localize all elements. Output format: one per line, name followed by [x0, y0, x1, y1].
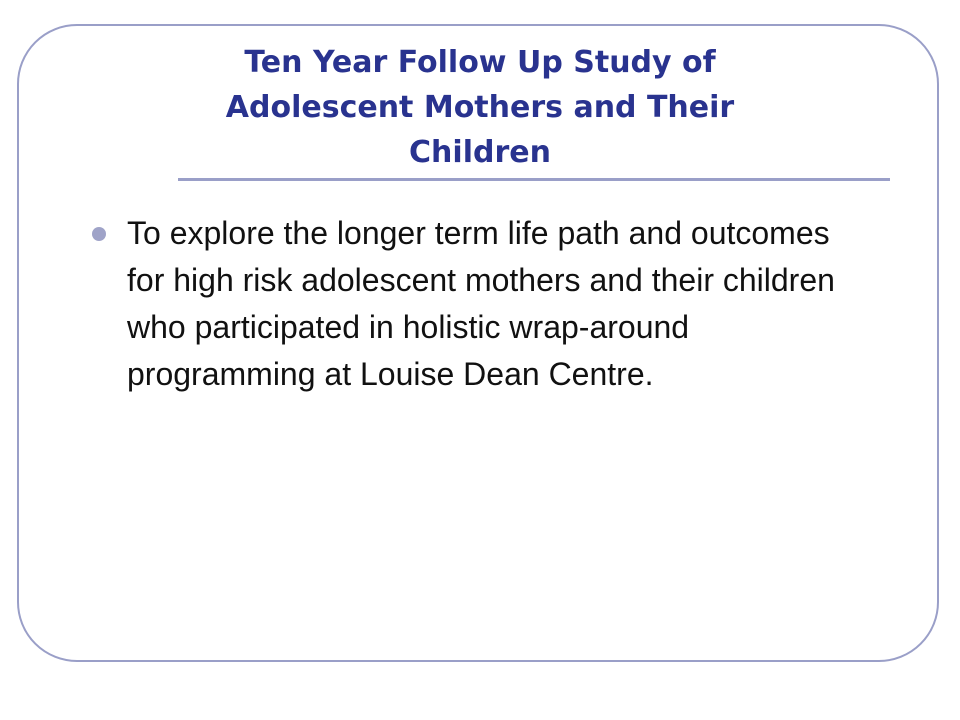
bullet-list: [92, 210, 872, 398]
slide-title: Ten Year Follow Up Study of Adolescent Mothers and Their Children: [225, 45, 735, 170]
bullet-item: [92, 210, 872, 398]
bullet-text: To explore the longer term life path and outcomes for high risk adolescent mothers and their children who participated in holistic wrap-around programming at Louise Dean Centre.: [127, 215, 835, 392]
title-divider: [178, 178, 890, 181]
bullet-dot-icon: [92, 227, 106, 241]
